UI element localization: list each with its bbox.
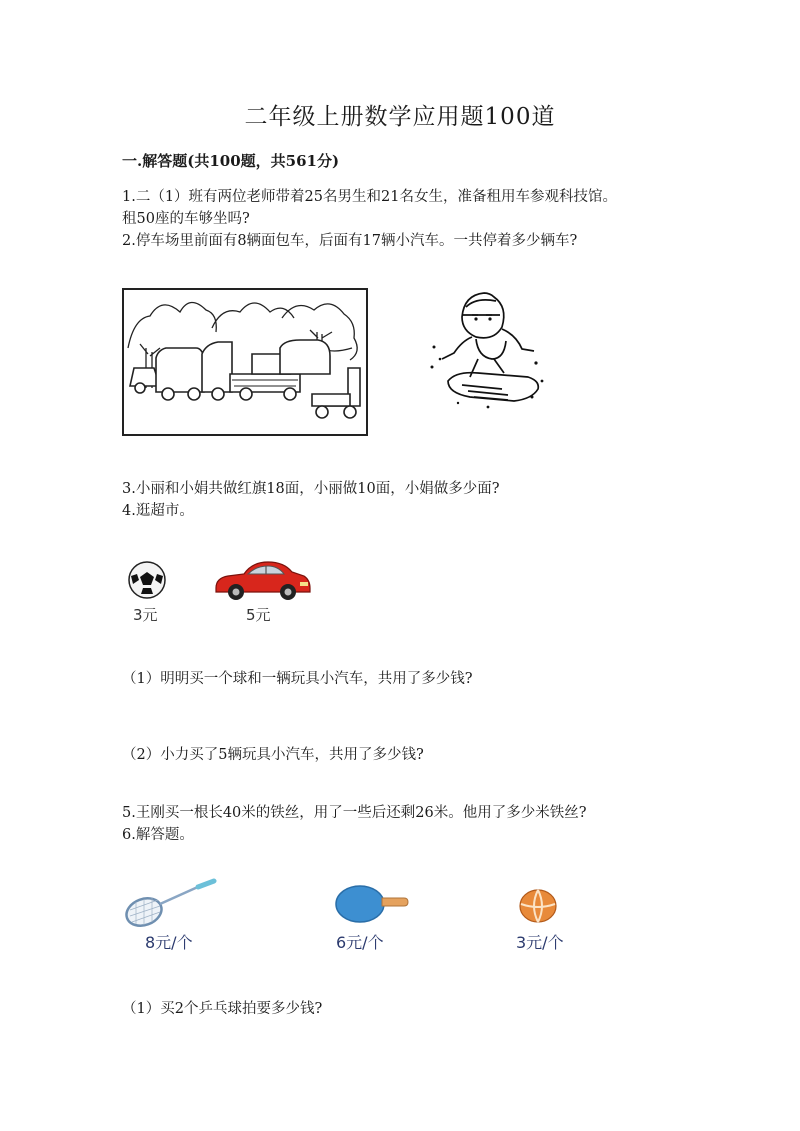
snowboarder-illustration	[428, 285, 546, 410]
question-1-line-1: 1.二（1）班有两位老师带着25名男生和21名女生，准备租用车参观科技馆。	[122, 189, 617, 205]
question-4: 4.逛超市。	[122, 503, 194, 519]
question-5: 5.王刚买一根长40米的铁丝，用了一些后还剩26米。他用了多少米铁丝?	[122, 805, 587, 821]
orange-ball-icon	[518, 888, 558, 924]
section-heading: 一.解答题(共100题，共561分)	[122, 152, 340, 170]
paddle-price: 6元/个	[336, 933, 384, 952]
question-1-line-2: 租50座的车够坐吗?	[122, 211, 250, 227]
toy-car-icon	[212, 554, 312, 602]
ball-price: 3元/个	[516, 933, 564, 952]
question-2: 2.停车场里前面有8辆面包车，后面有17辆小汽车。一共停着多少辆车?	[122, 233, 578, 249]
pingpong-paddle-icon	[334, 884, 410, 924]
question-3: 3.小丽和小娟共做红旗18面，小丽做10面，小娟做多少面?	[122, 481, 500, 497]
parking-lot-illustration	[122, 288, 368, 436]
question-4-sub-1: （1）明明买一个球和一辆玩具小汽车，共用了多少钱?	[122, 671, 473, 687]
soccer-price: 3元	[133, 606, 158, 624]
car-price: 5元	[246, 606, 271, 624]
question-6-sub-1: （1）买2个乒乓球拍要多少钱?	[122, 1001, 323, 1017]
page-title: 二年级上册数学应用题100道	[244, 104, 556, 130]
racket-price: 8元/个	[145, 933, 193, 952]
badminton-racket-icon	[122, 880, 218, 930]
question-6: 6.解答题。	[122, 827, 194, 843]
soccer-ball-icon	[127, 560, 167, 600]
question-4-sub-2: （2）小力买了5辆玩具小汽车，共用了多少钱?	[122, 747, 424, 763]
